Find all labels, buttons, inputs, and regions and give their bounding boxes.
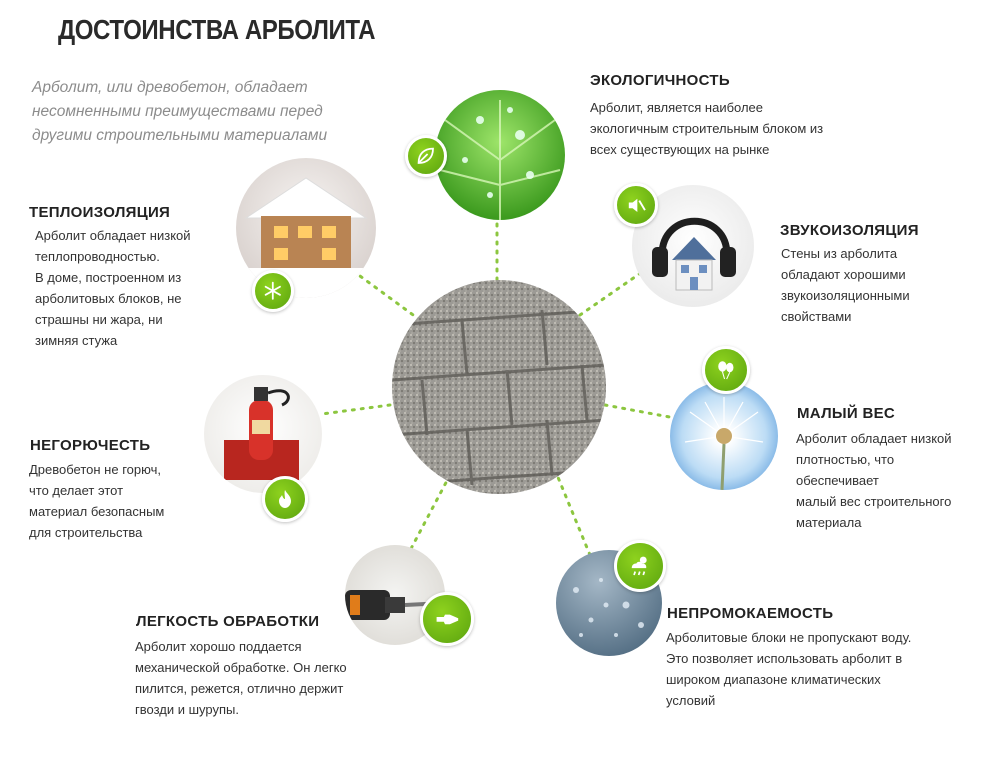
connector-light [605,405,675,418]
feature-title-water: НЕПРОМОКАЕМОСТЬ [667,605,834,622]
fire-extinguisher-photo [204,375,322,493]
mute-icon [614,183,658,227]
rain-cloud-icon [614,540,666,592]
feature-title-fire: НЕГОРЮЧЕСТЬ [30,437,151,454]
feature-title-heat: ТЕПЛОИЗОЛЯЦИЯ [29,204,171,221]
feature-text-light: Арболит обладает низкой плотностью, что обеспечивает малый вес строительного материала [796,431,952,530]
feature-text-water: Арболитовые блоки не пропускают воду. Это позволяет использовать арболит в широком диапазоне климатических условий [666,630,912,708]
feature-title-sound: ЗВУКОИЗОЛЯЦИЯ [780,222,919,239]
connector-fire [322,405,390,414]
intro-text: Арболит, или древобетон, обладает несомненными преимуществами перед другими строительными материалами [32,79,328,144]
feature-text-eco: Арболит, является наиболее экологичным строительным блоком из всех существующих на рынке [590,100,824,157]
page-title: ДОСТОИНСТВА АРБОЛИТА [58,14,376,45]
drill-bit-icon [420,592,474,646]
leaf-photo [435,90,565,220]
feature-text-heat: Арболит обладает низкой теплопроводностью. В доме, построенном из арболитовых блоков, не страшны ни жара, ни зимняя стужа [35,228,191,348]
balloons-icon [702,346,750,394]
leaf-icon [405,135,447,177]
feature-text-work: Арболит хорошо поддается механической обработке. Он легко пилится, режется, отлично держит гвозди и шурупы. [135,639,347,717]
feature-title-light: МАЛЫЙ ВЕС [797,405,896,422]
feature-text-sound: Стены из арболита обладают хорошими звукоизоляционными свойствами [781,246,910,324]
connector-sound [580,270,645,315]
flame-icon [262,476,308,522]
snowflake-icon [252,270,294,312]
dandelion-photo [670,382,778,490]
connector-water [555,470,590,555]
feature-title-eco: ЭКОЛОГИЧНОСТЬ [590,72,730,89]
feature-title-work: ЛЕГКОСТЬ ОБРАБОТКИ [136,613,320,630]
arbolite-block-image [392,280,606,494]
feature-text-fire: Древобетон не горюч, что делает этот материал безопасным для строительства [29,462,165,540]
